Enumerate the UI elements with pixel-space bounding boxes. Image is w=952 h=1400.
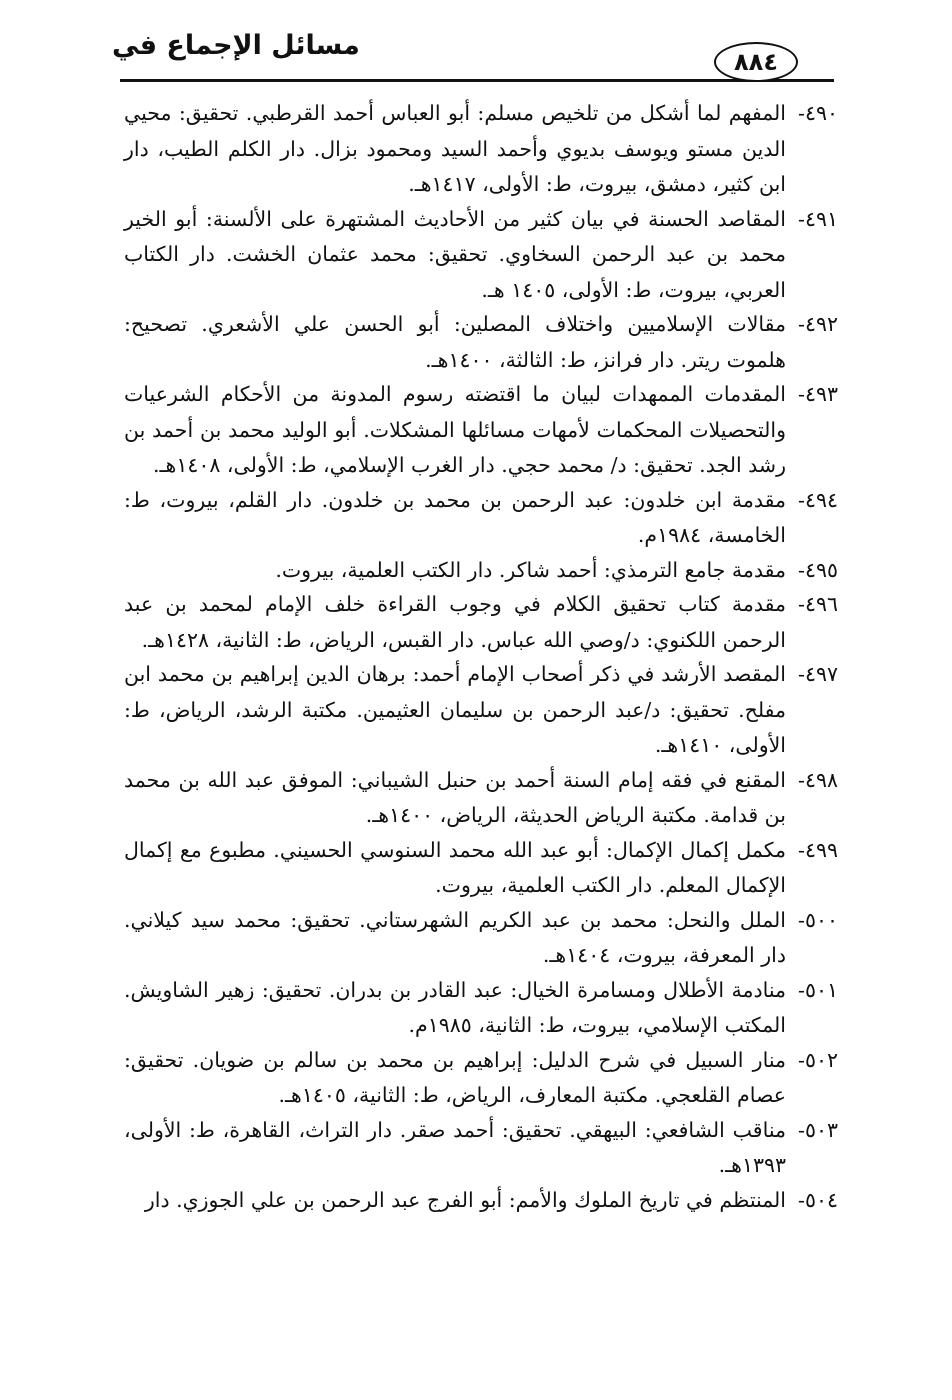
entry-text: المقاصد الحسنة في بيان كثير من الأحاديث المشتهرة على الألسنة: أبو الخير محمد بن عبد الرحمن السخاوي. تحقيق: محمد عثمان الخشت. دار الكتاب العربي، بيروت، ط: الأولى، ١٤٠٥ هـ. xyxy=(124,206,786,302)
entry-number: ٥٠٢- xyxy=(798,1047,838,1072)
entry-number: ٥٠٣- xyxy=(798,1117,838,1142)
entry-text: المقصد الأرشد في ذكر أصحاب الإمام أحمد: برهان الدين إبراهيم بن محمد ابن مفلح. تحقيق: د/عبد الرحمن بن سليمان العثيمين. مكتبة الرشد، الرياض، ط: الأولى، ١٤١٠هـ. xyxy=(124,662,786,757)
entry-text: مقدمة جامع الترمذي: أحمد شاكر. دار الكتب العلمية، بيروت. xyxy=(275,557,786,582)
entry-text: المقدمات الممهدات لبيان ما اقتضته رسوم المدونة من الأحكام الشرعيات والتحصيلات المحكمات لأمهات مسائلها المشكلات. أبو الوليد محمد بن أحمد بن رشد الجد. تحقيق: د/ محمد حجي. دار الغرب الإسلامي، ط: الأولى، ١٤٠٨هـ. xyxy=(124,382,786,477)
entry-text: مناقب الشافعي: البيهقي. تحقيق: أحمد صقر. دار التراث، القاهرة، ط: الأولى، ١٣٩٣هـ. xyxy=(124,1117,786,1177)
bibliography-entry xyxy=(124,587,838,658)
entry-number: ٤٩٠- xyxy=(798,101,838,125)
entry-text: مقدمة كتاب تحقيق الكلام في وجوب القراءة خلف الإمام لمحمد بن عبد الرحمن اللكنوي: د/وصي الله عباس. دار القبس، الرياض، ط: الثانية، ١٤٢٨هـ. xyxy=(124,592,786,652)
entry-text: مقدمة ابن خلدون: عبد الرحمن بن محمد بن خلدون. دار القلم، بيروت، ط: الخامسة، ١٩٨٤م. xyxy=(124,487,786,547)
entry-number: ٤٩٥- xyxy=(798,557,838,582)
entry-text: المفهم لما أشكل من تلخيص مسلم: أبو العباس أحمد القرطبي. تحقيق: محيي الدين مستو ويوسف بديوي وأحمد السيد ومحمود بزال. دار الكلم الطيب، دار ابن كثير، دمشق، بيروت، ط: الأولى، ١٤١٧هـ. xyxy=(124,101,786,196)
bibliography-entry xyxy=(124,1043,838,1114)
header-rule xyxy=(120,79,834,82)
entry-text: منار السبيل في شرح الدليل: إبراهيم بن محمد بن سالم بن ضويان. تحقيق: عصام القلعجي. مكتبة المعارف، الرياض، ط: الثانية، ١٤٠٥هـ. xyxy=(124,1047,786,1107)
entry-text: منادمة الأطلال ومسامرة الخيال: عبد القادر بن بدران. تحقيق: زهير الشاويش. المكتب الإسلامي، بيروت، ط: الثانية، ١٩٨٥م. xyxy=(124,977,786,1037)
bibliography-entry xyxy=(124,903,838,974)
bibliography-entry xyxy=(124,553,838,589)
entry-text: مكمل إكمال الإكمال: أبو عبد الله محمد السنوسي الحسيني. مطبوع مع إكمال الإكمال المعلم. دار الكتب العلمية، بيروت. xyxy=(124,837,786,897)
entry-number: ٤٩٤- xyxy=(798,487,838,512)
bibliography-list xyxy=(124,96,838,1217)
bibliography-entry xyxy=(124,483,838,554)
page-number: ٨٨٤ xyxy=(714,42,798,82)
entry-number: ٤٩٧- xyxy=(798,662,838,686)
entry-number: ٤٩٣- xyxy=(798,382,838,406)
entry-number: ٤٩٢- xyxy=(798,312,838,336)
bibliography-entry xyxy=(124,833,838,904)
entry-number: ٥٠٤- xyxy=(798,1187,838,1212)
bibliography-entry xyxy=(124,96,838,203)
bibliography-entry xyxy=(124,1183,838,1219)
bibliography-entry xyxy=(124,1113,838,1184)
page-header xyxy=(0,0,952,92)
entry-number: ٥٠٠- xyxy=(798,907,838,932)
entry-number: ٤٩١- xyxy=(798,206,838,231)
entry-number: ٥٠١- xyxy=(798,977,838,1002)
bibliography-entry xyxy=(124,973,838,1044)
bibliography-entry xyxy=(124,763,838,834)
entry-text: المقنع في فقه إمام السنة أحمد بن حنبل الشيباني: الموفق عبد الله بن محمد بن قدامة. مكتبة الرياض الحديثة، الرياض، ١٤٠٠هـ. xyxy=(124,767,786,827)
entry-text: مقالات الإسلاميين واختلاف المصلين: أبو الحسن علي الأشعري. تصحيح: هلموت ريتر. دار فرانز، ط: الثالثة، ١٤٠٠هـ. xyxy=(124,312,786,372)
bibliography-entry xyxy=(124,307,838,378)
entry-number: ٤٩٦- xyxy=(798,592,838,616)
running-title: مسائل الإجماع في xyxy=(112,30,360,61)
entry-number: ٤٩٨- xyxy=(798,767,838,792)
entry-text: الملل والنحل: محمد بن عبد الكريم الشهرستاني. تحقيق: محمد سيد كيلاني. دار المعرفة، بيروت، ١٤٠٤هـ. xyxy=(124,907,786,967)
entry-text: المنتظم في تاريخ الملوك والأمم: أبو الفرج عبد الرحمن بن علي الجوزي. دار xyxy=(144,1187,786,1212)
entry-number: ٤٩٩- xyxy=(798,837,838,862)
bibliography-entry xyxy=(124,202,838,309)
bibliography-entry xyxy=(124,657,838,764)
bibliography-entry xyxy=(124,377,838,484)
